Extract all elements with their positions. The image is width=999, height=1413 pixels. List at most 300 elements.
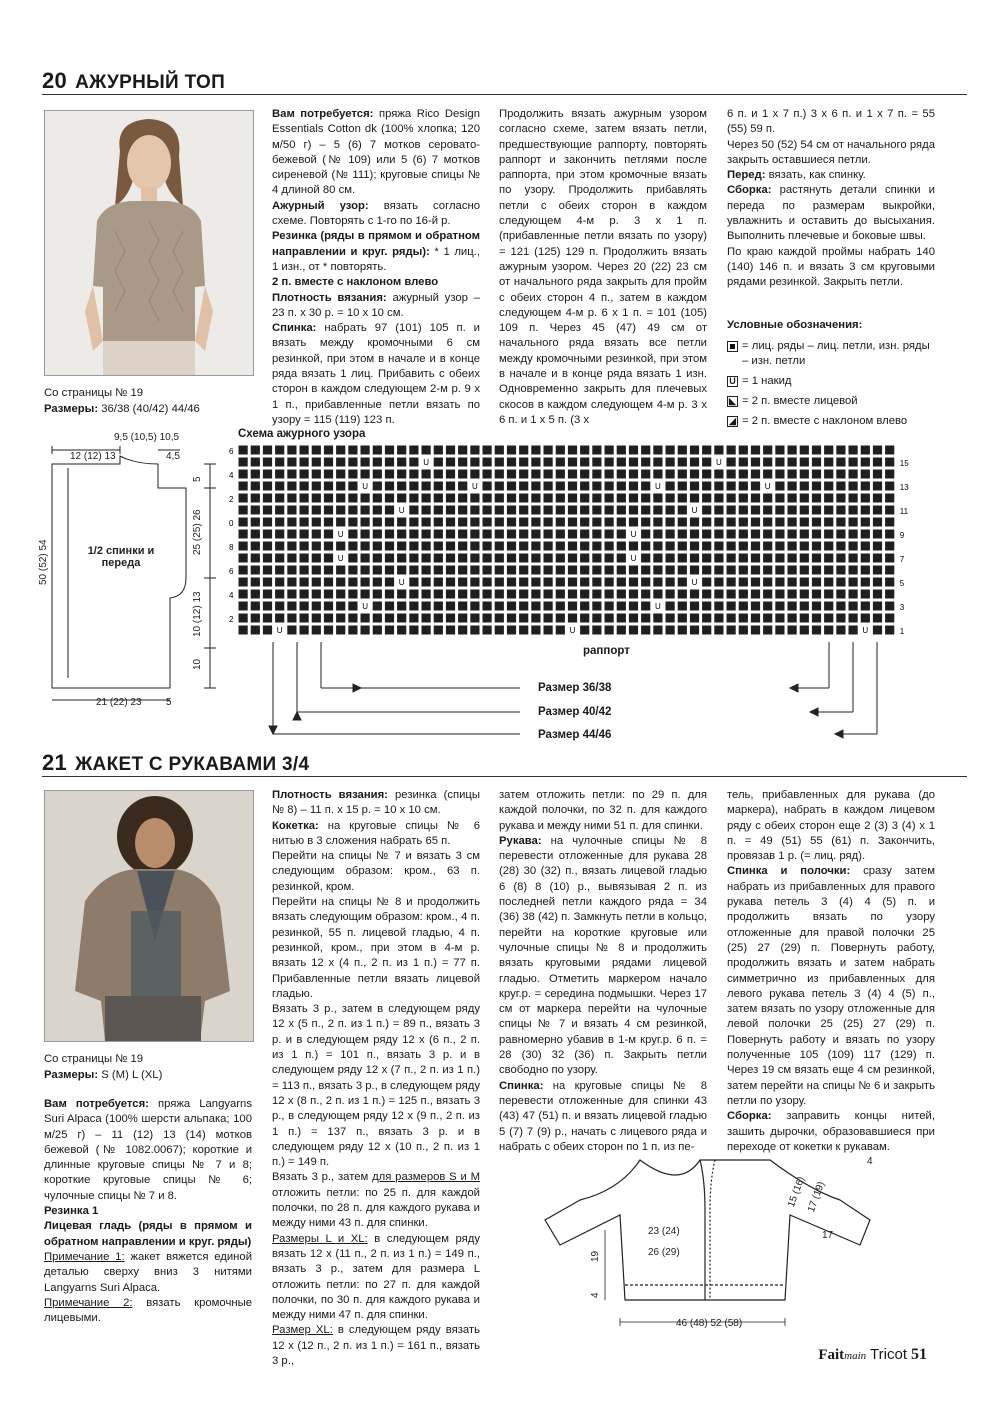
chart-cell — [592, 446, 601, 455]
chart-cell — [397, 446, 406, 455]
chart-cell — [714, 566, 723, 575]
chart-cell — [373, 590, 382, 599]
chart-cell — [580, 518, 589, 527]
p21b-para: Размер XL: в следующем ряду вязать 12 x (12 п., 2 п. из 1 п.) = 161 п., вязать 3 р., — [272, 1324, 480, 1367]
chart-cell — [385, 578, 394, 587]
chart-cell — [483, 494, 492, 503]
chart-cell — [507, 614, 516, 623]
chart-cell — [861, 458, 870, 467]
chart-cell — [824, 554, 833, 563]
chart-cell — [422, 566, 431, 575]
chart-cell — [251, 614, 260, 623]
chart-cell — [409, 518, 418, 527]
chart-cell — [434, 518, 443, 527]
chart-cell — [507, 482, 516, 491]
chart-cell — [458, 590, 467, 599]
chart-cell — [336, 542, 345, 551]
p20c1-para: Плотность вязания: ажурный узор – 23 п. x 30 р. = 10 x 10 см. — [272, 291, 480, 319]
chart-cell — [275, 446, 284, 455]
chart-cell — [312, 542, 321, 551]
chart-cell — [836, 470, 845, 479]
chart-cell — [495, 542, 504, 551]
chart-cell — [263, 566, 272, 575]
chart-cell — [580, 626, 589, 635]
chart-cell — [788, 614, 797, 623]
chart-cell — [861, 542, 870, 551]
chart-cell — [800, 530, 809, 539]
yarn-over-symbol: U — [362, 482, 368, 491]
chart-cell — [666, 554, 675, 563]
chart-cell — [885, 518, 894, 527]
chart-cell — [507, 566, 516, 575]
chart-cell — [495, 494, 504, 503]
chart-cell — [800, 590, 809, 599]
chart-cell — [287, 446, 296, 455]
chart-cell — [361, 518, 370, 527]
chart-cell — [312, 506, 321, 515]
yarn-over-symbol: U — [630, 554, 637, 563]
chart-cell — [605, 614, 614, 623]
chart-cell — [519, 494, 528, 503]
chart-cell — [836, 542, 845, 551]
p21d-para: Сборка: заправить концы нитей, зашить дырочки, образовавшиеся при переходе от кокетки к рукавам. — [727, 1110, 935, 1153]
chart-cell — [312, 530, 321, 539]
chart-cell — [556, 590, 565, 599]
chart-cell — [800, 470, 809, 479]
chart-cell — [739, 446, 748, 455]
chart-cell — [422, 602, 431, 611]
chart-cell — [800, 578, 809, 587]
chart-cell — [397, 566, 406, 575]
chart-cell — [348, 530, 357, 539]
chart-cell — [824, 518, 833, 527]
chart-cell — [470, 566, 479, 575]
chart-cell — [483, 518, 492, 527]
heading-rule — [42, 94, 967, 95]
chart-cell — [812, 482, 821, 491]
chart-cell — [653, 626, 662, 635]
pattern21-colB — [272, 788, 480, 1369]
chart-cell — [763, 494, 772, 503]
chart-cell — [617, 614, 626, 623]
chart-cell — [873, 566, 882, 575]
chart-cell — [812, 614, 821, 623]
chart-cell — [605, 590, 614, 599]
chart-cell — [434, 614, 443, 623]
chart-cell — [312, 554, 321, 563]
chart-cell — [300, 590, 309, 599]
chart-cell — [714, 614, 723, 623]
chart-cell — [763, 614, 772, 623]
chart-cell — [458, 614, 467, 623]
chart-cell — [605, 470, 614, 479]
chart-cell — [885, 506, 894, 515]
chart-cell — [873, 470, 882, 479]
chart-cell — [885, 554, 894, 563]
row-number-right: 5 — [899, 579, 905, 588]
chart-cell — [300, 470, 309, 479]
chart-cell — [434, 554, 443, 563]
chart-cell — [373, 446, 382, 455]
chart-cell — [727, 614, 736, 623]
chart-cell — [568, 614, 577, 623]
chart-cell — [873, 482, 882, 491]
chart-cell — [263, 554, 272, 563]
chart-cell — [287, 494, 296, 503]
chart-cell — [275, 470, 284, 479]
chart-cell — [544, 542, 553, 551]
chart-cell — [409, 614, 418, 623]
chart-cell — [678, 506, 687, 515]
chart-cell — [495, 518, 504, 527]
chart-cell — [617, 578, 626, 587]
chart-cell — [275, 590, 284, 599]
chart-cell — [739, 494, 748, 503]
yarn-over-symbol: U — [691, 506, 698, 515]
chart-cell — [873, 446, 882, 455]
chart-cell — [458, 518, 467, 527]
chart-cell — [263, 494, 272, 503]
chart-cell — [849, 602, 858, 611]
chart-cell — [519, 566, 528, 575]
chart-cell — [275, 530, 284, 539]
chart-cell — [678, 566, 687, 575]
chart-cell — [763, 626, 772, 635]
chart-cell — [678, 590, 687, 599]
p21b-para: Кокетка: на круговые спицы № 6 нитью в 3 сложения набрать 65 п. — [272, 819, 480, 847]
chart-cell — [544, 590, 553, 599]
chart-cell — [348, 602, 357, 611]
chart-cell — [300, 458, 309, 467]
chart-cell — [434, 590, 443, 599]
chart-cell — [324, 590, 333, 599]
dim-right-5: 5 — [192, 476, 203, 482]
chart-cell — [287, 626, 296, 635]
chart-cell — [507, 446, 516, 455]
chart-cell — [629, 542, 638, 551]
dim-17-19: 17 (19) — [806, 1180, 828, 1214]
chart-cell — [690, 554, 699, 563]
chart-cell — [324, 602, 333, 611]
chart-cell — [361, 626, 370, 635]
chart-cell — [641, 602, 650, 611]
chart-cell — [324, 530, 333, 539]
chart-cell — [751, 578, 760, 587]
chart-cell — [641, 482, 650, 491]
chart-cell — [812, 470, 821, 479]
page-footer — [818, 1346, 927, 1364]
chart-cell — [836, 602, 845, 611]
chart-cell — [458, 566, 467, 575]
chart-cell — [251, 602, 260, 611]
chart-cell — [348, 506, 357, 515]
chart-cell — [641, 614, 650, 623]
chart-cell — [556, 542, 565, 551]
chart-cell — [239, 554, 248, 563]
chart-cell — [702, 494, 711, 503]
chart-cell — [836, 626, 845, 635]
chart-cell — [385, 506, 394, 515]
chart-cell — [788, 530, 797, 539]
chart-cell — [544, 530, 553, 539]
chart-cell — [239, 566, 248, 575]
chart-cell — [775, 602, 784, 611]
chart-cell — [519, 542, 528, 551]
chart-cell — [373, 506, 382, 515]
chart-cell — [361, 590, 370, 599]
chart-cell — [812, 506, 821, 515]
chart-cell — [446, 470, 455, 479]
dim-shoulder: 4,5 — [166, 451, 180, 462]
chart-cell — [507, 518, 516, 527]
legend — [727, 318, 937, 434]
chart-cell — [788, 506, 797, 515]
chart-cell — [617, 626, 626, 635]
lace-chart — [225, 444, 935, 644]
row-number-right: 7 — [899, 555, 905, 564]
row-number-left: 0 — [229, 519, 234, 528]
row-number-left: 4 — [229, 471, 234, 480]
chart-cell — [751, 626, 760, 635]
chart-cell — [666, 626, 675, 635]
chart-cell — [739, 566, 748, 575]
chart-cell — [361, 554, 370, 563]
chart-cell — [544, 494, 553, 503]
chart-cell — [275, 482, 284, 491]
chart-cell — [824, 566, 833, 575]
chart-cell — [239, 602, 248, 611]
chart-cell — [495, 470, 504, 479]
chart-cell — [727, 602, 736, 611]
chart-cell — [275, 566, 284, 575]
chart-cell — [727, 530, 736, 539]
chart-cell — [702, 614, 711, 623]
chart-cell — [653, 458, 662, 467]
chart-cell — [544, 554, 553, 563]
chart-cell — [873, 542, 882, 551]
chart-cell — [666, 446, 675, 455]
chart-cell — [263, 590, 272, 599]
chart-cell — [385, 614, 394, 623]
chart-cell — [556, 506, 565, 515]
repeat-label: раппорт — [583, 645, 630, 657]
chart-cell — [592, 590, 601, 599]
chart-cell — [714, 470, 723, 479]
chart-cell — [568, 590, 577, 599]
chart-cell — [324, 578, 333, 587]
chart-cell — [470, 590, 479, 599]
chart-cell — [519, 458, 528, 467]
chart-cell — [775, 566, 784, 575]
chart-cell — [300, 530, 309, 539]
chart-cell — [422, 506, 431, 515]
chart-cell — [800, 482, 809, 491]
pattern21-number: 21 — [42, 750, 68, 775]
chart-cell — [409, 458, 418, 467]
chart-cell — [275, 518, 284, 527]
chart-cell — [727, 518, 736, 527]
chart-cell — [544, 506, 553, 515]
chart-cell — [775, 518, 784, 527]
chart-cell — [775, 614, 784, 623]
chart-cell — [385, 602, 394, 611]
chart-cell — [507, 494, 516, 503]
chart-cell — [666, 470, 675, 479]
chart-cell — [788, 602, 797, 611]
chart-cell — [519, 554, 528, 563]
chart-cell — [690, 470, 699, 479]
yarn-over-symbol: U — [398, 578, 405, 587]
chart-cell — [800, 494, 809, 503]
chart-cell — [800, 554, 809, 563]
chart-cell — [714, 506, 723, 515]
chart-cell — [397, 470, 406, 479]
chart-cell — [422, 530, 431, 539]
chart-cell — [422, 518, 431, 527]
chart-cell — [312, 482, 321, 491]
chart-cell — [373, 602, 382, 611]
chart-cell — [495, 578, 504, 587]
chart-cell — [385, 626, 394, 635]
chart-cell — [653, 530, 662, 539]
yarn-over-symbol: U — [398, 506, 405, 515]
chart-cell — [568, 602, 577, 611]
chart-cell — [714, 518, 723, 527]
chart-cell — [507, 470, 516, 479]
chart-cell — [690, 590, 699, 599]
chart-cell — [556, 470, 565, 479]
chart-cell — [824, 506, 833, 515]
chart-cell — [287, 590, 296, 599]
chart-cell — [702, 626, 711, 635]
chart-cell — [580, 614, 589, 623]
top-schematic — [40, 428, 240, 718]
chart-cell — [617, 566, 626, 575]
chart-cell — [556, 530, 565, 539]
chart-cell — [568, 470, 577, 479]
chart-cell — [690, 494, 699, 503]
chart-cell — [483, 614, 492, 623]
chart-cell — [714, 554, 723, 563]
chart-cell — [592, 530, 601, 539]
chart-cell — [714, 542, 723, 551]
chart-cell — [470, 494, 479, 503]
chart-cell — [544, 518, 553, 527]
p20c1-para: Резинка (ряды в прямом и обратном направлении и круг. ряды): * 1 лиц., 1 изн., от * повторять. — [272, 230, 480, 273]
dim-17: 17 — [822, 1230, 834, 1241]
chart-cell — [690, 446, 699, 455]
chart-cell — [800, 566, 809, 575]
schematic-label: 1/2 спинки и переда — [87, 545, 155, 569]
chart-cell — [666, 614, 675, 623]
chart-cell — [239, 530, 248, 539]
chart-cell — [556, 446, 565, 455]
chart-cell — [788, 458, 797, 467]
chart-cell — [678, 494, 687, 503]
chart-cell — [775, 494, 784, 503]
chart-cell — [751, 458, 760, 467]
chart-cell — [239, 542, 248, 551]
chart-cell — [849, 590, 858, 599]
chart-cell — [361, 566, 370, 575]
chart-cell — [336, 482, 345, 491]
chart-cell — [458, 506, 467, 515]
chart-cell — [470, 554, 479, 563]
chart-cell — [556, 566, 565, 575]
chart-cell — [275, 458, 284, 467]
p21b-para: Вязать 3 р., затем для размеров S и M отложить петли: по 25 п. для каждой полочки, по 28 п. для каждого рукава и между ними 43 п. для спинки. — [272, 1171, 480, 1230]
chart-cell — [592, 458, 601, 467]
chart-cell — [885, 542, 894, 551]
chart-cell — [605, 494, 614, 503]
chart-cell — [507, 542, 516, 551]
chart-cell — [470, 578, 479, 587]
chart-cell — [641, 530, 650, 539]
chart-cell — [788, 626, 797, 635]
chart-cell — [434, 626, 443, 635]
chart-cell — [446, 554, 455, 563]
chart-cell — [751, 554, 760, 563]
pattern20-col2: Продолжить вязать ажурным узором согласно схеме, затем вязать петли, предшествующие раппорту, повторять раппорт и закончить петлями после раппорта, при этом кромочные вязать по узору. Продолжить прибавлять петли с обеих сторон в каждом следующем 4-м р. 3 x 1 п. (прибавленные петли вязать по узору) = 121 (125) 129 п. Продолжить вязать ажурным узором. Через 20 (22) 23 см от начального ряда закрыть для пройм с обеих сторон 4 п., затем в каждом следующем 4-м р. 6 x 1 п. = 101 (105) 109 п. Через 45 (47) 49 см от начального ряда вязать все петли между кромочными резинкой, при этом в начале и в конце ряда вязать 1 изн. Одновременно закрыть для плечевых скосов в каждом следующем 4-м р. 3 x 6 п. и 1 x 5 п. (3 x — [499, 108, 707, 426]
p21a-para: Резинка 1 — [44, 1205, 99, 1218]
chart-cell — [678, 518, 687, 527]
sizes-label: Размеры: — [44, 403, 99, 415]
chart-cell — [849, 458, 858, 467]
chart-cell — [519, 602, 528, 611]
chart-cell — [739, 470, 748, 479]
chart-cell — [580, 470, 589, 479]
chart-cell — [617, 482, 626, 491]
pattern20-col3 — [727, 107, 935, 291]
yarn-over-symbol: U — [337, 530, 344, 539]
chart-cell — [641, 542, 650, 551]
dim-4: 4 — [590, 1292, 601, 1298]
chart-cell — [361, 530, 370, 539]
chart-cell — [458, 554, 467, 563]
chart-cell — [702, 458, 711, 467]
chart-cell — [385, 470, 394, 479]
chart-cell — [458, 602, 467, 611]
chart-cell — [617, 506, 626, 515]
p21d-para: тель, прибавленных для рукава (до маркера), набрать в каждом лицевом ряду с обеих сторон еще 2 (3) 3 (4) x 1 п. = 49 (51) 55 (61) п. Закончить, провязав 1 р. (= лиц. ряд). — [727, 789, 935, 863]
chart-cell — [800, 446, 809, 455]
brand-suffix: Tricot — [866, 1346, 907, 1363]
chart-cell — [849, 470, 858, 479]
chart-cell — [824, 482, 833, 491]
chart-cell — [397, 542, 406, 551]
chart-cell — [592, 518, 601, 527]
chart-cell — [434, 530, 443, 539]
yarn-over-symbol: U — [764, 482, 771, 491]
dim-bottom-5: 5 — [166, 697, 172, 708]
chart-cell — [751, 614, 760, 623]
chart-cell — [422, 470, 431, 479]
chart-cell — [861, 590, 870, 599]
chart-cell — [483, 554, 492, 563]
chart-cell — [714, 482, 723, 491]
chart-cell — [556, 614, 565, 623]
p21c-para: Рукава: на чулочные спицы № 8 перевести отложенные для рукава 28 (28) 30 (32) п., вязать лицевой гладью 6 (8) 8 (10) р., вывязывая 2 п. из последней петли каждого ряда = 34 (36) 38 (42) п. Замкнуть петли в кольцо, перейти на короткие круговые или чулочные спицы № 8 и продолжить вязать круговыми рядами лицевой гладью. Отметить маркером начало круг.р. = середина подмышки. Через 17 см от маркера перейти на чулочные спицы № 7 и вязать 4 см резинкой, равномерно убавив в 1-м круг.р. 6 п. = 28 (30) 32 (36) п. Закрыть петли свободно по узору. — [499, 834, 707, 1077]
chart-cell — [690, 482, 699, 491]
chart-cell — [751, 494, 760, 503]
chart-cell — [361, 542, 370, 551]
row-number-left: 8 — [229, 543, 234, 552]
row-number-right: 13 — [899, 483, 909, 492]
chart-cell — [483, 626, 492, 635]
chart-cell — [434, 506, 443, 515]
row-number-right: 1 — [899, 627, 905, 636]
chart-cell — [800, 458, 809, 467]
